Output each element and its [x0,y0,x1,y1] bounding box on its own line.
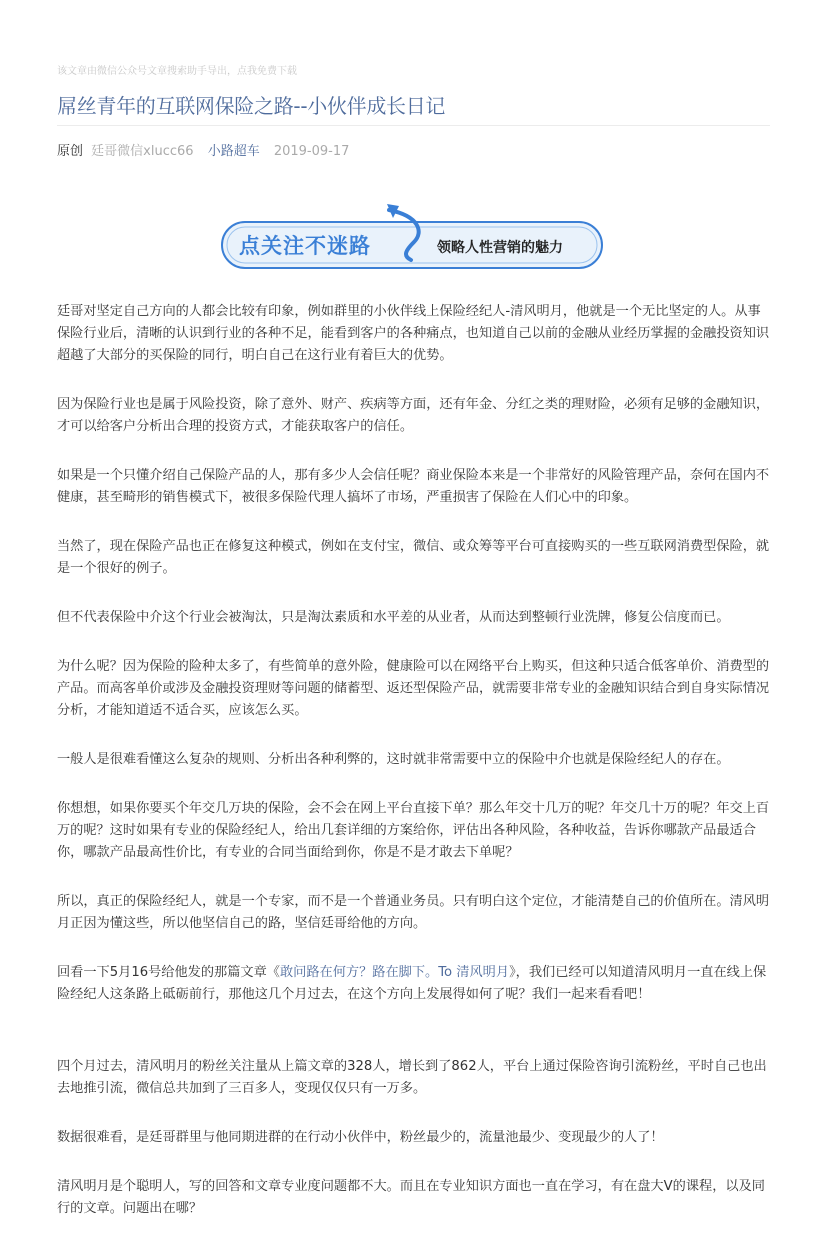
banner-right-text: 领略人性营销的魅力 [437,239,563,255]
paragraph-with-link [57,962,770,1006]
paragraph: 所以，真正的保险经纪人，就是一个专家，而不是一个普通业务员。只有明白这个定位，才能清楚自己的价值所在。清风明月正因为懂这些，所以他坚信自己的路，坚信廷哥给他的方向。 [57,894,770,931]
export-notice[interactable]: 该文章由微信公众号文章搜索助手导出，点我免费下载 [57,66,297,77]
paragraph-text: 回看一下5月16号给他发的那篇文章《 [57,965,280,980]
banner-left-text: 点关注不迷路 [239,235,371,258]
article-body [57,301,770,1247]
title-divider [57,125,770,126]
article-link[interactable]: 敢问路在何方？路在脚下。To 清风明月 [279,965,510,980]
follow-banner [219,202,605,274]
original-label: 原创 [57,144,84,159]
paragraph-text: 》，我们已经可以知道清风明月一直在线上保险经纪人这条路上砥砺前行，那他这几个月过去，在这个方向上发展得如何了呢？我们一起来看看吧！ [57,965,767,1002]
author-name: 廷哥微信xlucc66 [91,144,194,159]
paragraph: 你想想，如果你要买个年交几万块的保险，会不会在网上平台直接下单？那么年交十几万的呢？年交几十万的呢？年交上百万的呢？这时如果有专业的保险经纪人，给出几套详细的方案给你，评估出各种风险，各种收益，告诉你哪款产品最适合你，哪款产品最高性价比，有专业的合同当面给到你，你是不是才敢去下单呢？ [57,801,770,860]
paragraph: 一般人是很难看懂这么复杂的规则、分析出各种利弊的，这时就非常需要中立的保险中介也就是保险经纪人的存在。 [57,752,730,767]
paragraph: 如果是一个只懂介绍自己保险产品的人，那有多少人会信任呢？商业保险本来是一个非常好的风险管理产品，奈何在国内不健康，甚至畸形的销售模式下，被很多保险代理人搞坏了市场，严重损害了保险在人们心中的印象。 [57,468,770,505]
paragraph: 四个月过去，清风明月的粉丝关注量从上篇文章的328人，增长到了862人，平台上通过保险咨询引流粉丝，平时自己也出去地推引流，微信总共加到了三百多人，变现仅仅只有一万多。 [57,1059,767,1096]
paragraph: 廷哥对坚定自己方向的人都会比较有印象，例如群里的小伙伴线上保险经纪人-清风明月，他就是一个无比坚定的人。从事保险行业后，清晰的认识到行业的各种不足，能看到客户的各种痛点，也知道自己以前的金融从业经历掌握的金融投资知识超越了大部分的买保险的同行，明白自己在这行业有着巨大的优势。 [57,304,770,363]
paragraph: 数据很难看，是廷哥群里与他同期进群的在行动小伙伴中，粉丝最少的，流量池最少、变现最少的人了！ [57,1130,664,1145]
paragraph: 因为保险行业也是属于风险投资，除了意外、财产、疾病等方面，还有年金、分红之类的理财险，必须有足够的金融知识，才可以给客户分析出合理的投资方式，才能获取客户的信任。 [57,397,770,434]
publish-date: 2019-09-17 [273,144,350,159]
article-meta [57,140,349,159]
account-link[interactable]: 小路超车 [207,144,260,159]
paragraph: 但不代表保险中介这个行业会被淘汰，只是淘汰素质和水平差的从业者，从而达到整顿行业洗牌，修复公信度而已。 [57,610,730,625]
paragraph: 清风明月是个聪明人，写的回答和文章专业度问题都不大。而且在专业知识方面也一直在学习，有在盘大V的课程，以及同行的文章。问题出在哪？ [57,1179,765,1216]
article-title: 屌丝青年的互联网保险之路--小伙伴成长日记 [57,94,446,118]
paragraph: 当然了，现在保险产品也正在修复这种模式，例如在支付宝，微信、或众筹等平台可直接购买的一些互联网消费型保险，就是一个很好的例子。 [57,539,770,576]
paragraph: 为什么呢？因为保险的险种太多了，有些简单的意外险，健康险可以在网络平台上购买，但这种只适合低客单价、消费型的产品。而高客单价或涉及金融投资理财等问题的储蓄型、返还型保险产品，就需要非常专业的金融知识结合到自身实际情况分析，才能知道适不适合买，应该怎么买。 [57,659,770,718]
